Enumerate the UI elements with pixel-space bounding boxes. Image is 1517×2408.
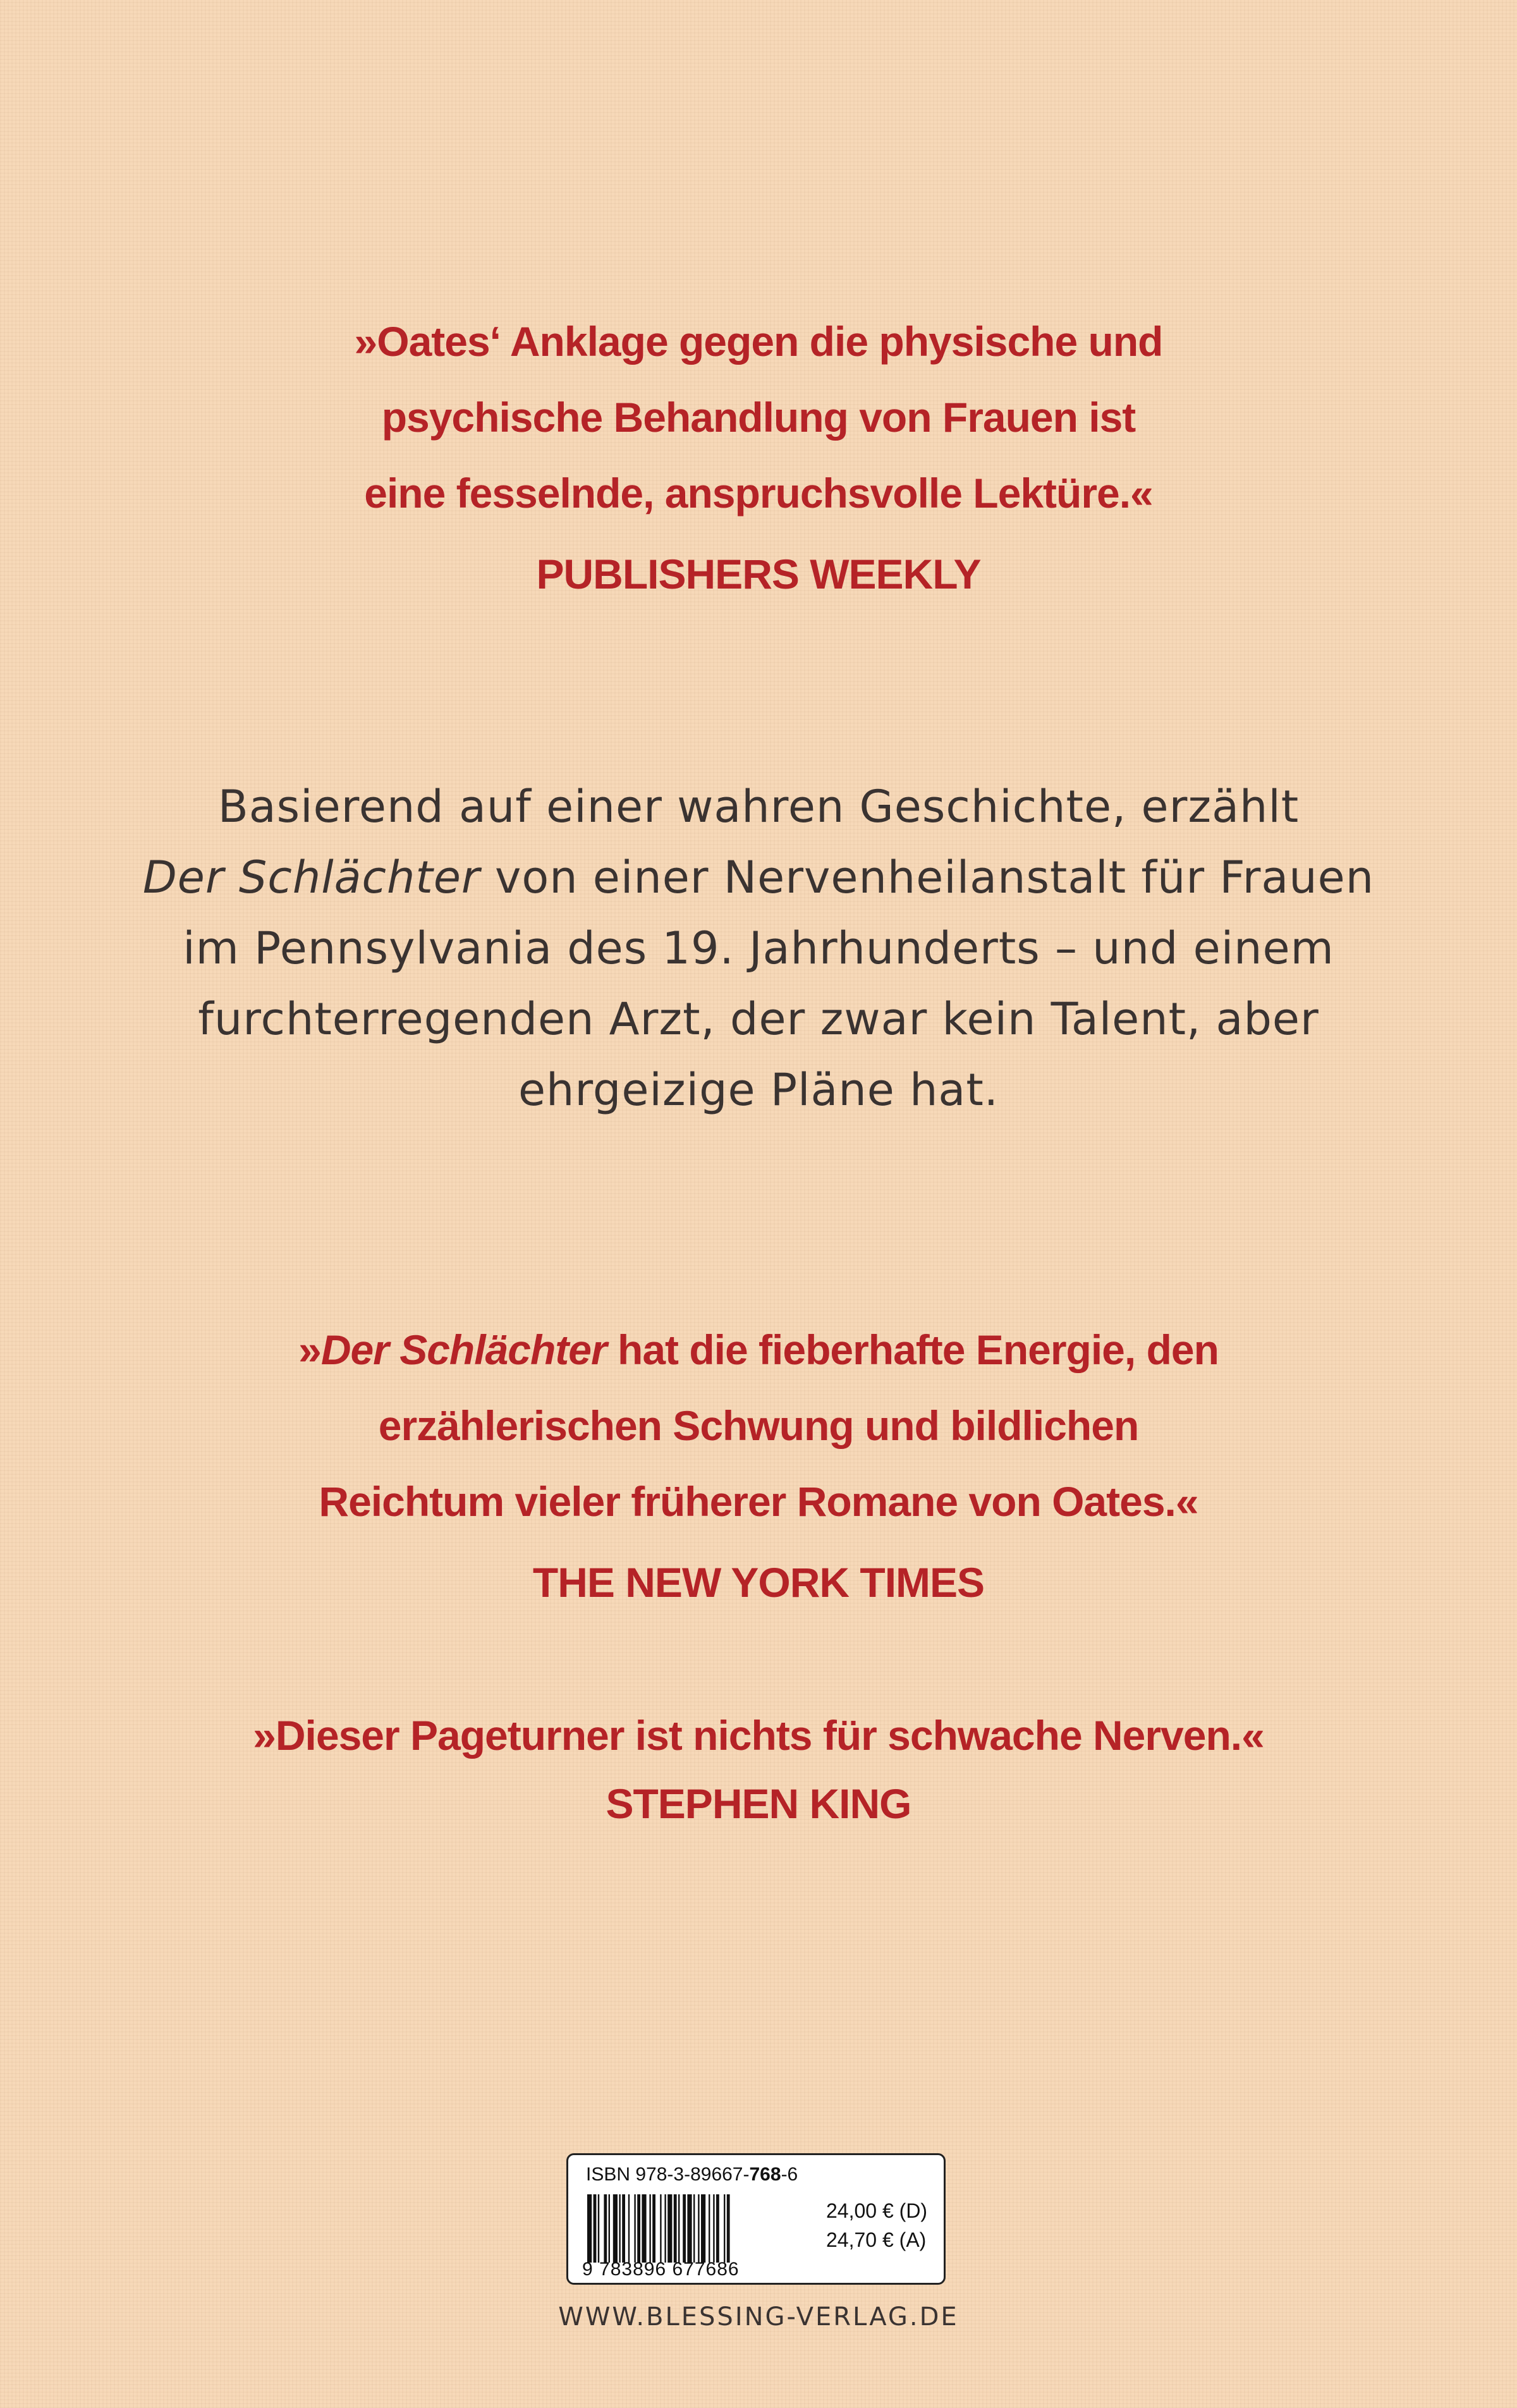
quote-source: THE NEW YORK TIMES (532, 1559, 985, 1606)
quote-publishers-weekly (0, 303, 1517, 531)
price-austria: 24,70 € (A) (826, 2228, 927, 2251)
description-line: Basierend auf einer wahren Geschichte, erzählt (217, 781, 1300, 833)
quote-source: STEPHEN KING (606, 1780, 911, 1827)
barcode-icon (587, 2194, 763, 2263)
quote-line: »Dieser Pageturner ist nichts für schwache Nerven.« (253, 1712, 1264, 1759)
quote-line: »Oates‘ Anklage gegen die physische und (354, 318, 1163, 365)
publisher-url: WWW.BLESSING-VERLAG.DE (558, 2302, 959, 2332)
book-description (0, 771, 1517, 1125)
description-line: Der Schlächter von einer Nervenheilanstalt für Frauen (142, 852, 1375, 903)
isbn-barcode-box (566, 2153, 946, 2285)
description-line: furchterregenden Arzt, der zwar kein Talent, aber (198, 993, 1319, 1045)
book-title: Der Schlächter (320, 1326, 607, 1373)
description-line: ehrgeizige Pläne hat. (518, 1064, 999, 1116)
isbn-number: ISBN 978-3-89667-768-6 (586, 2164, 798, 2185)
quote-stephen-king (0, 1697, 1517, 1773)
barcode-digits: 9 783896 677686 (582, 2259, 740, 2280)
description-line: im Pennsylvania des 19. Jahrhunderts – und einem (183, 922, 1334, 974)
quote-new-york-times (0, 1312, 1517, 1539)
quote-line: eine fesselnde, anspruchsvolle Lektüre.« (364, 470, 1153, 516)
quote-source: PUBLISHERS WEEKLY (536, 551, 981, 597)
quote-line: erzählerischen Schwung und bildlichen (378, 1402, 1139, 1449)
quote-line: psychische Behandlung von Frauen ist (381, 394, 1136, 441)
quote-line: Reichtum vieler früherer Romane von Oates.« (319, 1478, 1198, 1525)
book-title: Der Schlächter (142, 852, 480, 903)
price-germany: 24,00 € (D) (826, 2199, 928, 2222)
quote-line: »Der Schlächter hat die fieberhafte Energie, den (298, 1326, 1219, 1373)
